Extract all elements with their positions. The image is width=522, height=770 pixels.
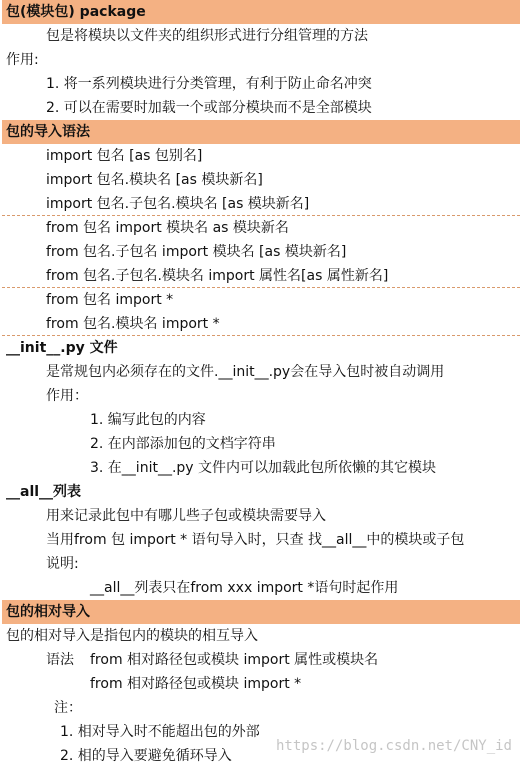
list-item [2, 432, 520, 456]
section-title: 包的导入语法 [6, 124, 90, 140]
subsection-title: __init__.py 文件 [6, 340, 118, 356]
list-item-text: 1. 编写此包的内容 [90, 412, 206, 428]
list-item-text: 3. 在__init__.py 文件内可以加载此包所依懒的其它模块 [90, 460, 437, 476]
note-label: 说明: [46, 556, 79, 572]
text-row [2, 672, 520, 696]
usage-label: 作用： [46, 388, 88, 404]
section-header-package [2, 0, 520, 24]
list-item-text: 2. 相的导入要避免循环导入 [60, 748, 232, 764]
code-line [2, 216, 520, 240]
text-row [2, 576, 520, 600]
code-line [2, 288, 520, 312]
text-row [2, 624, 520, 648]
text-row [2, 504, 520, 528]
note-label: 注： [54, 700, 82, 716]
syntax-text: from 相对路径包或模块 import 属性或模块名 [90, 652, 379, 668]
code-line [2, 240, 520, 264]
text-row [2, 360, 520, 384]
subsection-all-list [2, 480, 520, 504]
code-text: from 包名.模块名 import * [46, 316, 220, 332]
list-item [2, 72, 520, 96]
code-text: from 包名.子包名 import 模块名 [as 模块新名] [46, 244, 347, 260]
code-text: import 包名.子包名.模块名 [as 模块新名] [46, 196, 310, 212]
init-description: 是常规包内必须存在的文件.__init__.py会在导入包时被自动调用 [46, 364, 445, 380]
list-item [2, 96, 520, 120]
text-row [2, 696, 520, 720]
code-text: from 包名 import * [46, 292, 174, 308]
all-note: __all__列表只在from xxx import *语句时起作用 [90, 580, 399, 596]
code-text: import 包名.模块名 [as 模块新名] [46, 172, 263, 188]
code-line [2, 312, 520, 336]
relative-description: 包的相对导入是指包内的模块的相互导入 [6, 628, 258, 644]
code-text: import 包名 [as 包别名] [46, 148, 203, 164]
subsection-init-py [2, 336, 520, 360]
section-title: 包的相对导入 [6, 604, 90, 620]
package-description: 包是将模块以文件夹的组织形式进行分组管理的方法 [46, 28, 368, 44]
text-row [2, 384, 520, 408]
text-row [2, 24, 520, 48]
section-header-import-syntax [2, 120, 520, 144]
text-row [2, 552, 520, 576]
code-text: from 包名.子包名.模块名 import 属性名[as 属性新名] [46, 268, 389, 284]
list-item [2, 408, 520, 432]
list-item [2, 456, 520, 480]
code-line [2, 144, 520, 168]
watermark: https://blog.csdn.net/CNY_id [275, 738, 512, 754]
all-usage: 当用from 包 import * 语句导入时，只查 找__all__中的模块或子包 [46, 532, 465, 548]
text-row [2, 528, 520, 552]
list-item-text: 1. 将一系列模块进行分类管理，有利于防止命名冲突 [46, 76, 372, 92]
text-row [2, 48, 520, 72]
syntax-text: from 相对路径包或模块 import * [90, 676, 302, 692]
notes-sheet [2, 0, 520, 768]
list-item-text: 2. 在内部添加包的文档字符串 [90, 436, 276, 452]
code-line [2, 192, 520, 216]
text-row [2, 648, 520, 672]
subsection-title: __all__列表 [6, 484, 82, 500]
usage-label: 作用: [6, 52, 39, 68]
section-header-relative-import [2, 600, 520, 624]
section-title: 包(模块包) package [6, 4, 146, 20]
list-item-text: 1. 相对导入时不能超出包的外部 [60, 724, 260, 740]
code-line [2, 264, 520, 288]
code-line [2, 168, 520, 192]
list-item-text: 2. 可以在需要时加载一个或部分模块而不是全部模块 [46, 100, 372, 116]
code-text: from 包名 import 模块名 as 模块新名 [46, 220, 289, 236]
syntax-label: 语法 [46, 652, 74, 668]
all-description: 用来记录此包中有哪儿些子包或模块需要导入 [46, 508, 326, 524]
